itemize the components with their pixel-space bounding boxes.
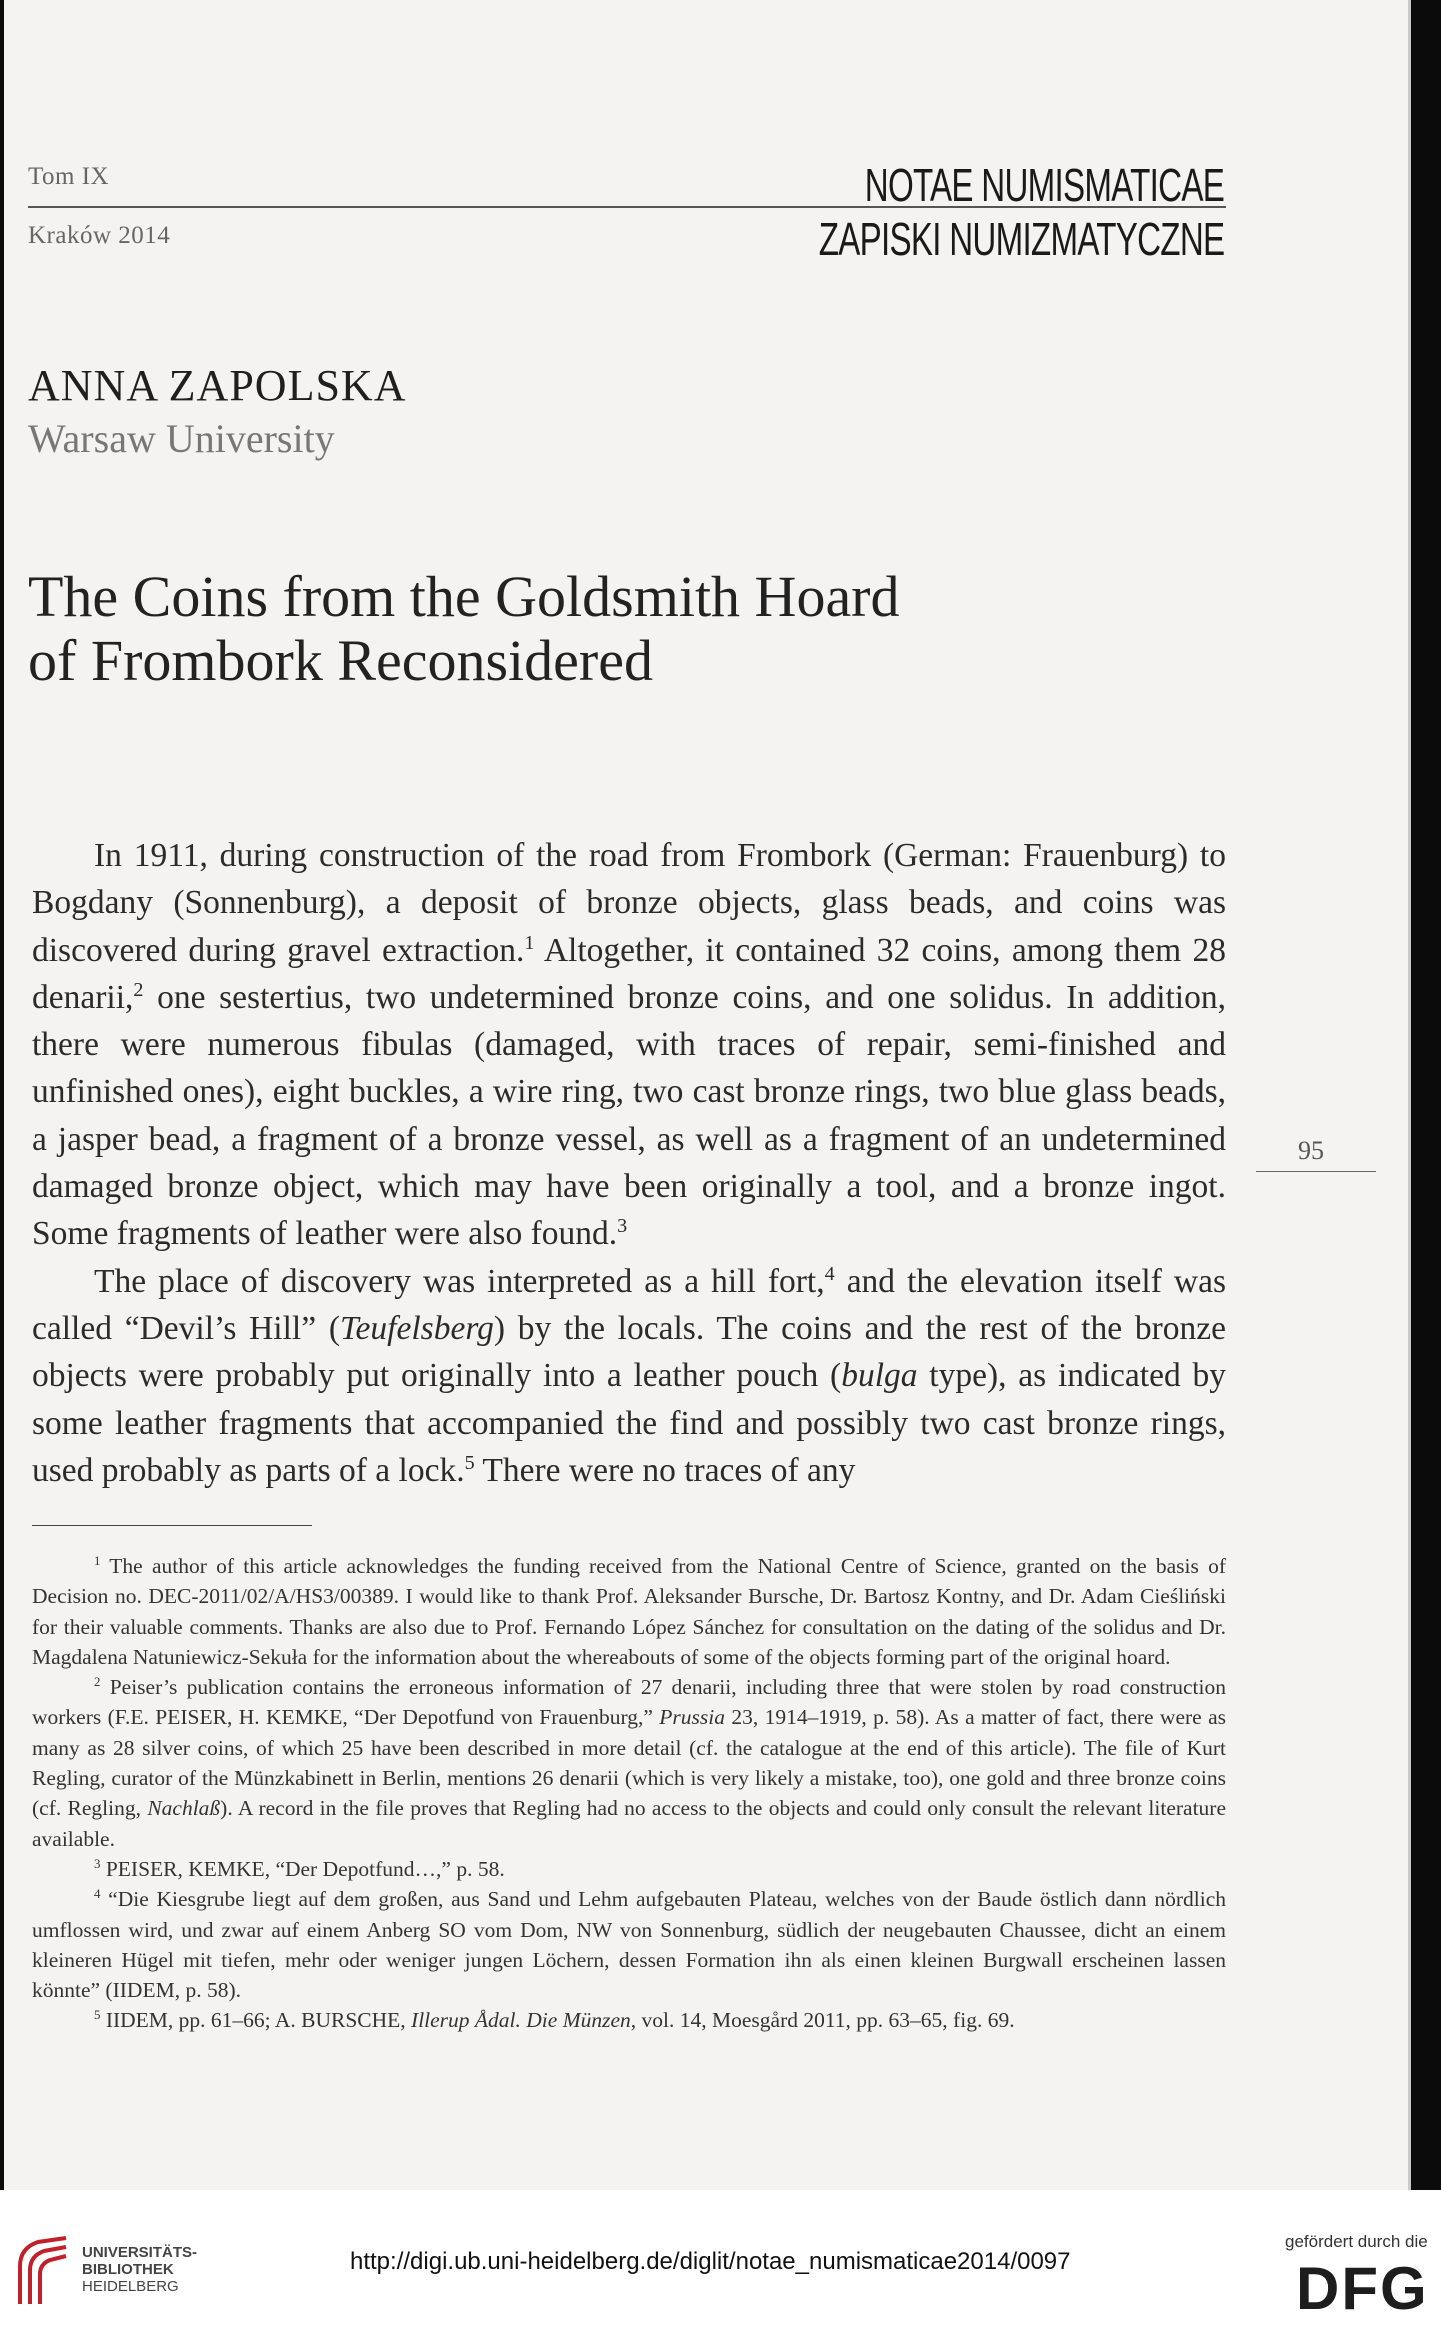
footnote-text: , vol. 14, Moesgård 2011, pp. 63–65, fig. 69. xyxy=(630,2008,1015,2033)
footnote-5 xyxy=(32,2005,1226,2035)
footnote-ref-1[interactable]: 1 xyxy=(524,931,535,954)
footnote-ref-2[interactable]: 2 xyxy=(133,978,144,1001)
source-url-link[interactable]: http://digi.ub.uni-heidelberg.de/diglit/notae_numismaticae2014/0097 xyxy=(350,2248,1071,2275)
text-run: and the elevation itself was called “Devil’s Hill” ( xyxy=(32,1262,1226,1347)
title-line-2: of Frombork Reconsidered xyxy=(28,628,653,693)
paragraph-2 xyxy=(32,1258,1226,1494)
journal-title-line1: NOTAE NUMISMATICAE xyxy=(864,159,1224,211)
footnote-number: 5 xyxy=(94,2008,101,2023)
italic-term: Teufelsberg xyxy=(340,1309,494,1347)
text-run: ) by the locals. The coins and the rest of the bronze objects were probably put originally into a leather pouch ( xyxy=(32,1309,1226,1395)
text-run: type), as indicated by some leather fragments that accompanied the find and possibly two cast bronze rings, used probably as parts of a lock. xyxy=(32,1357,1226,1489)
library-name-line: UNIVERSITÄTS- xyxy=(82,2244,198,2261)
footnote-number: 4 xyxy=(94,1887,101,1902)
article-body xyxy=(32,832,1226,1494)
footnote-text: “Die Kiesgrube liegt auf dem großen, aus Sand und Lehm aufgebauten Plateau, welches von der Baude östlich dann nördlich umflossen wird, und zwar auf einem Anberg SO vom Dom, NW von Sonnenburg, südlich der neugebauten Chaussee, dicht an einem kleineren Hügel mit tiefen, mehr oder weniger jungen Löchern, dessen Formation ihn als einen kleinen Burgwall erscheinen lassen könnte” (IIDEM, p. 58). xyxy=(32,1887,1227,2003)
italic-term: Nachlaß xyxy=(147,1796,221,1821)
italic-term: Illerup Ådal. Die Münzen xyxy=(411,2008,631,2033)
page-number: 95 xyxy=(1298,1136,1324,1165)
footnote-text: ). A record in the file proves that Regling had no access to the objects and could only consult the relevant literature available. xyxy=(32,1796,1227,1851)
text-run: The place of discovery was interpreted as a hill fort, xyxy=(94,1262,825,1300)
footnote-text: 23, 1914–1919, p. 58). As a matter of fact, there were as many as 28 silver coins, of which 25 have been described in more detail (cf. the catalogue at the end of this article). The file of Kurt Regling, curator of the Münzkabinett in Berlin, mentions 26 denarii (which is very likely a mistake, too), one gold and three bronze coins (cf. Regling, xyxy=(32,1705,1226,1821)
volume-label: Tom IX xyxy=(28,163,110,190)
document-page xyxy=(4,0,1411,2190)
footnote-3 xyxy=(32,1854,1226,1884)
footnote-1 xyxy=(32,1551,1226,1672)
footnote-2 xyxy=(32,1672,1226,1854)
funding-caption: gefördert durch die xyxy=(1285,2232,1428,2251)
footnote-4 xyxy=(32,1884,1226,2005)
text-run: In 1911, during construction of the road from Frombork (German: Frauenburg) to Bogdany (Sonnenburg), a deposit of bronze objects, glass beads, and coins was discovered during gravel extraction. xyxy=(32,837,1226,969)
journal-title-line2: ZAPISKI NUMIZMATYCZNE xyxy=(818,213,1224,265)
footnote-text: The author of this article acknowledges the funding received from the National Centre of Science, granted on the basis of Decision no. DEC-2011/02/A/HS3/00389. I would like to thank Prof. Aleksander Bursche, Dr. Bartosz Kontny, and Dr. Adam Cieśliński for their valuable comments. Thanks are also due to Prof. Fernando López Sánchez for consultation on the dating of the solidus and Dr. Magdalena Natuniewicz-Sekuła for the information about the whereabouts of some of the objects forming part of the original hoard. xyxy=(32,1554,1226,1669)
article-title xyxy=(28,565,1128,693)
footnote-ref-5[interactable]: 5 xyxy=(464,1451,475,1474)
footnote-number: 2 xyxy=(94,1675,101,1690)
library-name-line: BIBLIOTHEK xyxy=(82,2261,174,2278)
footnote-text: Peiser’s publication contains the erroneous information of 27 denarii, including three that were stolen by road construction workers (F.E. PEISER, H. KEMKE, “Der Depotfund von Frauenburg,” xyxy=(32,1675,1226,1730)
italic-term: Prussia xyxy=(659,1705,726,1730)
text-run: one sestertius, two undetermined bronze coins, and one solidus. In addition, there were numerous fibulas (damaged, with traces of repair, semi-finished and unfinished ones), eight buckles, a wire ring, two cast bronze rings, two blue glass beads, a jasper bead, a fragment of a bronze vessel, as well as a fragment of an undetermined damaged bronze object, which may have been originally a tool, and a bronze ingot. Some fragments of leather were also found. xyxy=(32,978,1226,1253)
library-logo-icon xyxy=(12,2236,74,2306)
footnotes xyxy=(32,1551,1226,2036)
italic-term: bulga xyxy=(841,1357,918,1395)
footnote-text: PEISER, KEMKE, “Der Depotfund…,” p. 58. xyxy=(105,1856,505,1881)
title-line-1: The Coins from the Goldsmith Hoard xyxy=(28,564,900,629)
footnote-ref-4[interactable]: 4 xyxy=(824,1262,835,1285)
footnote-text: IIDEM, pp. 61–66; A. BURSCHE, xyxy=(105,2008,412,2033)
dfg-logo: DFG xyxy=(1296,2255,1429,2322)
text-run: Altogether, it contained 32 coins, among them 28 denarii, xyxy=(32,931,1226,1016)
author-affiliation: Warsaw University xyxy=(28,416,335,461)
city-year-label: Kraków 2014 xyxy=(28,222,171,249)
library-name xyxy=(82,2244,197,2295)
text-run: There were no traces of any xyxy=(474,1451,856,1489)
paragraph-1 xyxy=(32,832,1226,1258)
footnote-separator xyxy=(32,1525,312,1526)
author-name: ANNA ZAPOLSKA xyxy=(28,361,407,410)
footnote-number: 3 xyxy=(94,1856,101,1871)
library-name-line: HEIDELBERG xyxy=(82,2278,179,2295)
footnote-ref-3[interactable]: 3 xyxy=(617,1215,628,1238)
footnote-number: 1 xyxy=(94,1553,101,1568)
page-number-rule xyxy=(1256,1171,1376,1172)
